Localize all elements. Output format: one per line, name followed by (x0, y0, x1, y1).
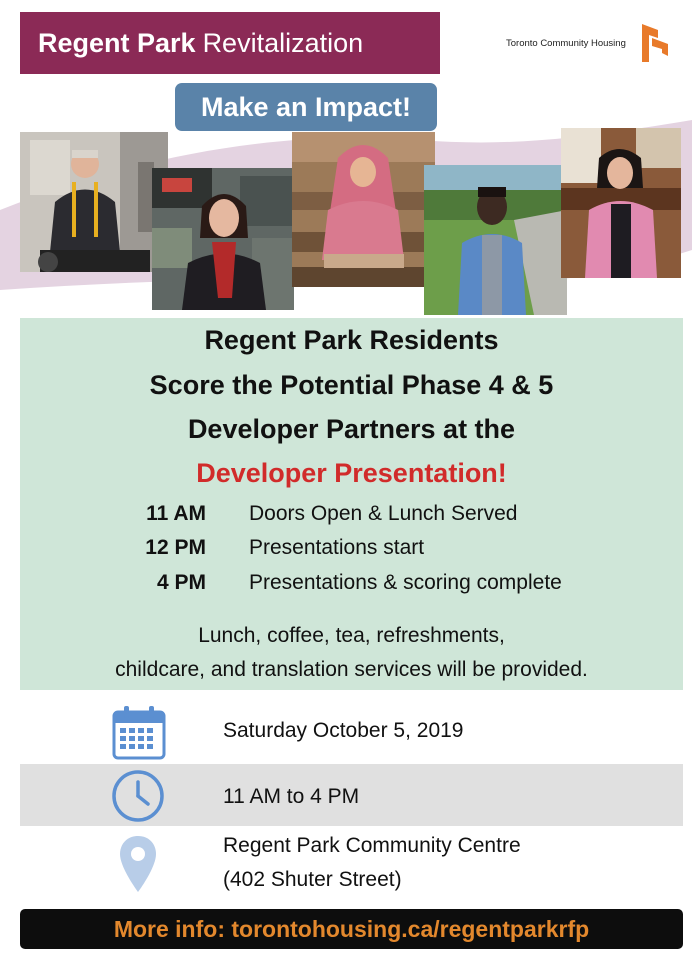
resident-photo-woman-cardigan (561, 128, 681, 278)
resident-photo-young-man (424, 165, 567, 315)
location-row (20, 826, 683, 902)
schedule-description: Presentations start (249, 536, 425, 559)
schedule-description: Doors Open & Lunch Served (249, 502, 518, 525)
headline-line-3: Developer Partners at the (187, 414, 516, 444)
slogan-badge: Make an Impact! (175, 83, 437, 131)
resident-photo-man-scooter (20, 132, 168, 272)
schedule-time: 12 PM (145, 536, 206, 559)
title-banner (20, 12, 440, 74)
venue-address: (402 Shuter Street) (223, 868, 402, 891)
services-note-line-2: childcare, and translation services will be provided. (115, 658, 588, 681)
schedule-time: 4 PM (156, 571, 206, 594)
more-info-bar: More info: torontohousing.ca/regentparkrfp (20, 909, 683, 949)
venue-name: Regent Park Community Centre (223, 834, 521, 857)
event-time: 11 AM to 4 PM (223, 785, 360, 808)
resident-photo-woman-red-scarf (152, 168, 294, 310)
headline-line-4: Developer Presentation! (196, 458, 507, 488)
resident-photo-woman-hijab (292, 132, 435, 287)
event-date: Saturday October 5, 2019 (223, 719, 464, 742)
schedule-time: 11 AM (146, 502, 206, 525)
time-row (20, 764, 683, 826)
services-note-line-1: Lunch, coffee, tea, refreshments, (198, 624, 505, 647)
info-panel (20, 318, 683, 690)
title-rest: Revitalization (202, 27, 364, 58)
schedule-description: Presentations & scoring complete (249, 571, 562, 594)
clock-icon (110, 768, 166, 824)
headline-line-2: Score the Potential Phase 4 & 5 (149, 370, 554, 400)
date-row (20, 698, 683, 764)
title-bold: Regent Park (38, 27, 196, 58)
org-name: Toronto Community Housing (506, 37, 626, 49)
org-logo-area (498, 14, 680, 72)
location-pin-icon (118, 834, 158, 894)
photo-strip (0, 110, 692, 320)
tch-logo-icon (640, 22, 670, 64)
headline-line-1: Regent Park Residents (204, 325, 499, 355)
calendar-icon (112, 704, 166, 760)
